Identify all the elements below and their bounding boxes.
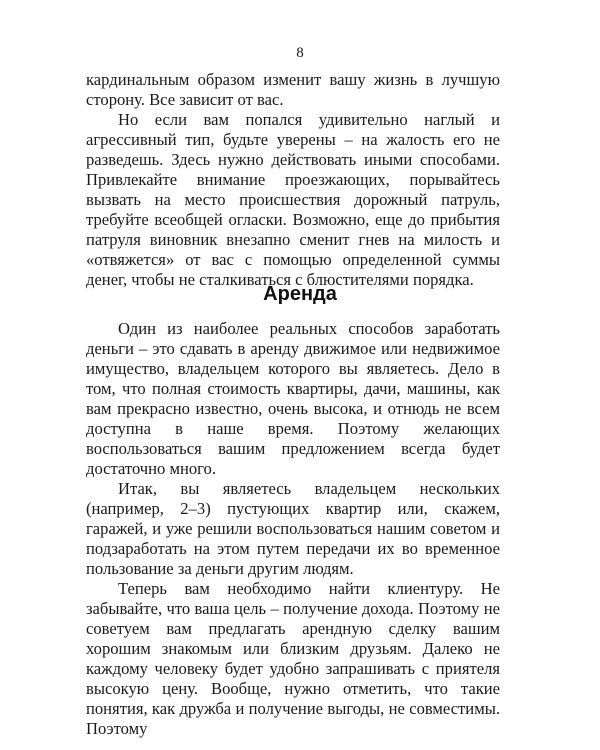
paragraph: Но если вам попался удивительно наглый и агрессивный тип, будьте уверены – на жалость его не разведешь. Здесь нужно действовать иными способами. Привлекайте внимание проезжающих, порывайтесь вызвать на место происшествия дорожный патруль, требуйте всеобщей огласки. Возможно, еще до прибытия патруля виновник внезапно сменит гнев на милость и «отвяжется» от вас с помощью определенной суммы денег, чтобы не сталкиваться с блюстителями порядка. [86, 110, 500, 289]
paragraph: Теперь вам необходимо найти клиентуру. Не забывайте, что ваша цель – получение дохода. Поэтому не советуем вам предлагать арендную сделку вашим хорошим знакомым или близким друзьям. Далеко не каждому человеку будет удобно запрашивать с приятеля высокую цену. Вообще, нужно отметить, что такие понятия, как дружба и получение выгоды, не совместимы. Поэтому [86, 579, 500, 738]
section-text-block [86, 319, 500, 739]
paragraph: Один из наиболее реальных способов заработать деньги – это сдавать в аренду движимое или недвижимое имущество, владельцем которого вы являетесь. Дело в том, что полная стоимость квартиры, дачи, машины, как вам прекрасно известно, очень высока, и отнюдь не всем доступна в наше время. Поэтому желающих воспользоваться вашим предложением всегда будет достаточно много. [86, 319, 500, 478]
paragraph: Итак, вы являетесь владельцем нескольких (например, 2–3) пустующих квартир или, скажем, гаражей, и уже решили воспользоваться нашим советом и подзаработать на этом путем передачи их во временное пользование за деньги другим людям. [86, 479, 500, 578]
paragraph-continuation: кардинальным образом изменит вашу жизнь в лучшую сторону. Все зависит от вас. [86, 70, 500, 109]
top-text-block [86, 70, 500, 290]
page-number: 8 [296, 45, 304, 61]
section-heading: Аренда [263, 283, 337, 305]
